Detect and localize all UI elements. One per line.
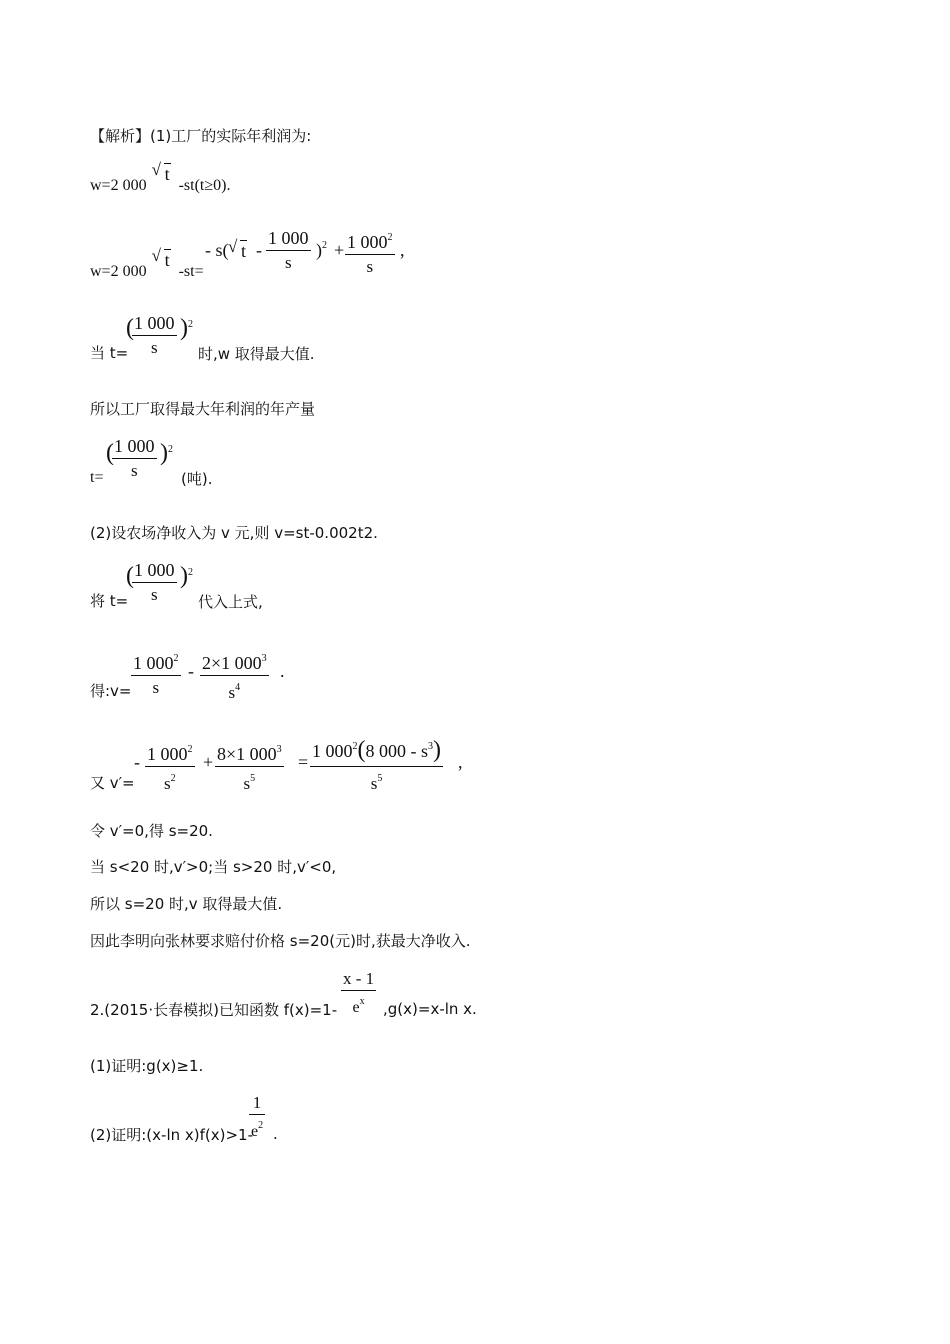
problem2-prefix: 2.(2015·长春模拟)已知函数 f(x)=1- xyxy=(90,1001,338,1019)
profit-rewrite-expr-a: - s( xyxy=(205,240,229,260)
profit-rewrite-eq: -st= xyxy=(178,263,204,280)
profit-rewrite-close: )$^2$ xyxy=(316,240,327,260)
plus-sign: + xyxy=(334,240,345,260)
max-value-text: 所以 s=20 时,v 取得最大值. xyxy=(90,895,283,913)
sqrt-t-radicand: t xyxy=(241,241,247,261)
substitute-suffix: 代入上式, xyxy=(198,593,263,611)
sqrt-t xyxy=(153,249,171,270)
profit-formula xyxy=(90,164,231,196)
monotonicity-text: 当 s<20 时,v′>0;当 s>20 时,v′<0, xyxy=(90,858,337,876)
proof-part1: (1)证明:g(x)≥1. xyxy=(90,1057,204,1075)
profit-rewrite-left xyxy=(90,250,204,282)
when-t-prefix: 当 t= xyxy=(90,344,129,362)
period: . xyxy=(273,1125,278,1143)
sqrt-t xyxy=(153,163,171,184)
profit-formula-prefix: w=2 000 xyxy=(90,177,147,194)
left-paren: ( xyxy=(126,563,134,589)
fraction-1000-over-s: $\frac{1 000}{s}$ xyxy=(114,436,155,480)
fraction-1-over-e2: $\frac{1}{e^2}$ xyxy=(251,1093,264,1140)
analysis-heading: 【解析】(1)工厂的实际年利润为: xyxy=(90,127,312,145)
problem2-suffix: ,g(x)=x-ln x. xyxy=(383,1000,477,1018)
fraction-x-minus-1-over-ex: $\frac{x - 1}{e^x}$ xyxy=(343,969,375,1016)
fraction-8x1000cube-over-s5: $\frac{8\times 1 000^3}{s^5}$ xyxy=(215,738,284,796)
sqrt-t-radicand: t xyxy=(164,164,170,184)
period: . xyxy=(280,661,285,681)
sqrt-t-inner xyxy=(229,240,247,262)
plus-sign: + xyxy=(203,752,214,772)
substitute-prefix: 将 t= xyxy=(90,592,129,610)
v-result-prefix: 得:v= xyxy=(90,682,132,700)
farm-income-text: (2)设农场净收入为 v 元,则 v=st-0.002t2. xyxy=(90,524,378,542)
unit-ton: (吨). xyxy=(181,470,213,488)
t-equals-prefix: t= xyxy=(90,469,104,486)
conclusion-text: 因此李明向张林要求赔付价格 s=20(元)时,获最大净收入. xyxy=(90,932,471,950)
left-paren: ( xyxy=(106,440,114,466)
fraction-1000sq-over-s: $\frac{1 000^2}{s}$ xyxy=(131,647,181,700)
minus-sign: - xyxy=(134,752,140,772)
profit-rewrite-minus: - xyxy=(256,240,262,260)
fraction-1000-over-s: $\frac{1 000}{s}$ xyxy=(134,313,175,357)
minus-sign: - xyxy=(188,661,194,681)
right-paren-squared: )$^2$ xyxy=(160,440,173,466)
sqrt-t xyxy=(229,240,247,262)
right-paren-squared: )$^2$ xyxy=(180,563,193,589)
fraction-1000-over-s: $\frac{1 000}{s}$ xyxy=(134,560,175,604)
right-paren-squared: )$^2$ xyxy=(180,315,193,341)
fraction-1000sq-over-s: $\frac{1 000^2}{s}$ xyxy=(345,226,395,279)
annual-output-text: 所以工厂取得最大年利润的年产量 xyxy=(90,400,316,418)
profit-formula-suffix: -st(t≥0). xyxy=(178,177,231,194)
profit-rewrite-prefix: w=2 000 xyxy=(90,263,147,280)
equals-sign: = xyxy=(298,752,309,772)
fraction-combined: $\frac{1 000^2(8 000 - s^3)}{s^5}$ xyxy=(310,732,443,796)
fraction-1000-over-s: $\frac{1 000}{s}$ xyxy=(268,228,309,272)
comma: , xyxy=(400,240,405,260)
comma: , xyxy=(458,752,463,772)
fraction-1000sq-over-s2: $\frac{1 000^2}{s^2}$ xyxy=(145,738,195,796)
set-derivative-zero: 令 v′=0,得 s=20. xyxy=(90,822,213,840)
fraction-2x1000cube-over-s4: $\frac{2\times 1 000^3}{s^4}$ xyxy=(200,647,269,705)
v-derivative-prefix: 又 v′= xyxy=(90,774,135,792)
left-paren: ( xyxy=(126,315,134,341)
proof-part2-prefix: (2)证明:(x-ln x)f(x)>1- xyxy=(90,1126,254,1144)
sqrt-t-radicand: t xyxy=(164,250,170,270)
when-t-suffix: 时,w 取得最大值. xyxy=(198,345,315,363)
